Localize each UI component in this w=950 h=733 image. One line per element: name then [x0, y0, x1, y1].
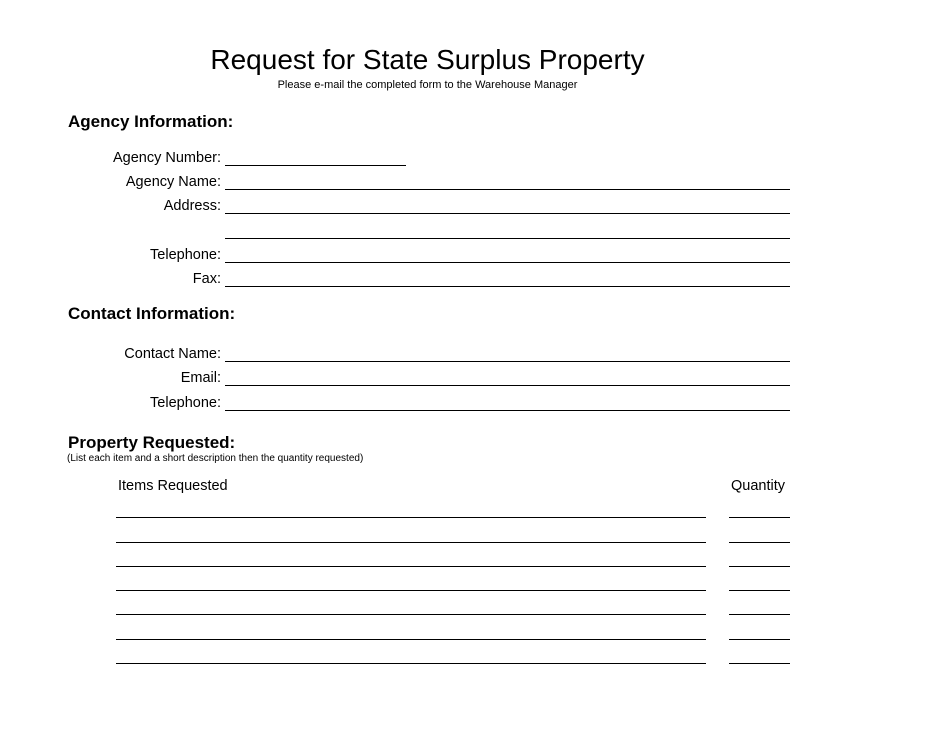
item-field[interactable]	[116, 590, 706, 591]
agency-telephone-label: Telephone:	[150, 247, 221, 263]
item-field[interactable]	[116, 639, 706, 640]
form-title: Request for State Surplus Property	[210, 44, 645, 75]
agency-number-label: Agency Number:	[113, 150, 221, 166]
quantity-field[interactable]	[729, 566, 790, 567]
property-instructions: (List each item and a short description then the quantity requested)	[67, 453, 364, 464]
contact-section-heading: Contact Information:	[68, 304, 236, 323]
contact-name-label: Contact Name:	[124, 346, 221, 362]
quantity-field[interactable]	[729, 639, 790, 640]
agency-name-field[interactable]	[225, 189, 790, 190]
item-field[interactable]	[116, 663, 706, 664]
item-field[interactable]	[116, 542, 706, 543]
fax-label: Fax:	[192, 271, 221, 287]
address-field-line-2[interactable]	[225, 238, 790, 239]
fax-field[interactable]	[225, 286, 790, 287]
quantity-field[interactable]	[729, 590, 790, 591]
item-field[interactable]	[116, 614, 706, 615]
quantity-header: Quantity	[731, 478, 785, 494]
contact-telephone-field[interactable]	[225, 410, 790, 411]
contact-name-field[interactable]	[225, 361, 790, 362]
agency-telephone-field[interactable]	[225, 262, 790, 263]
address-field-line-1[interactable]	[225, 213, 790, 214]
email-field[interactable]	[225, 385, 790, 386]
agency-number-field[interactable]	[225, 165, 406, 166]
quantity-field[interactable]	[729, 517, 790, 518]
quantity-field[interactable]	[729, 614, 790, 615]
address-label: Address:	[163, 198, 221, 214]
item-field[interactable]	[116, 566, 706, 567]
agency-section-heading: Agency Information:	[68, 112, 234, 131]
item-field[interactable]	[116, 517, 706, 518]
quantity-field[interactable]	[729, 663, 790, 664]
contact-telephone-label: Telephone:	[150, 395, 221, 411]
email-label: Email:	[180, 370, 221, 386]
agency-name-label: Agency Name:	[125, 174, 221, 190]
quantity-field[interactable]	[729, 542, 790, 543]
form-subtitle: Please e-mail the completed form to the Warehouse Manager	[277, 79, 578, 91]
items-requested-header: Items Requested	[118, 478, 228, 494]
property-section-heading: Property Requested:	[68, 433, 236, 452]
